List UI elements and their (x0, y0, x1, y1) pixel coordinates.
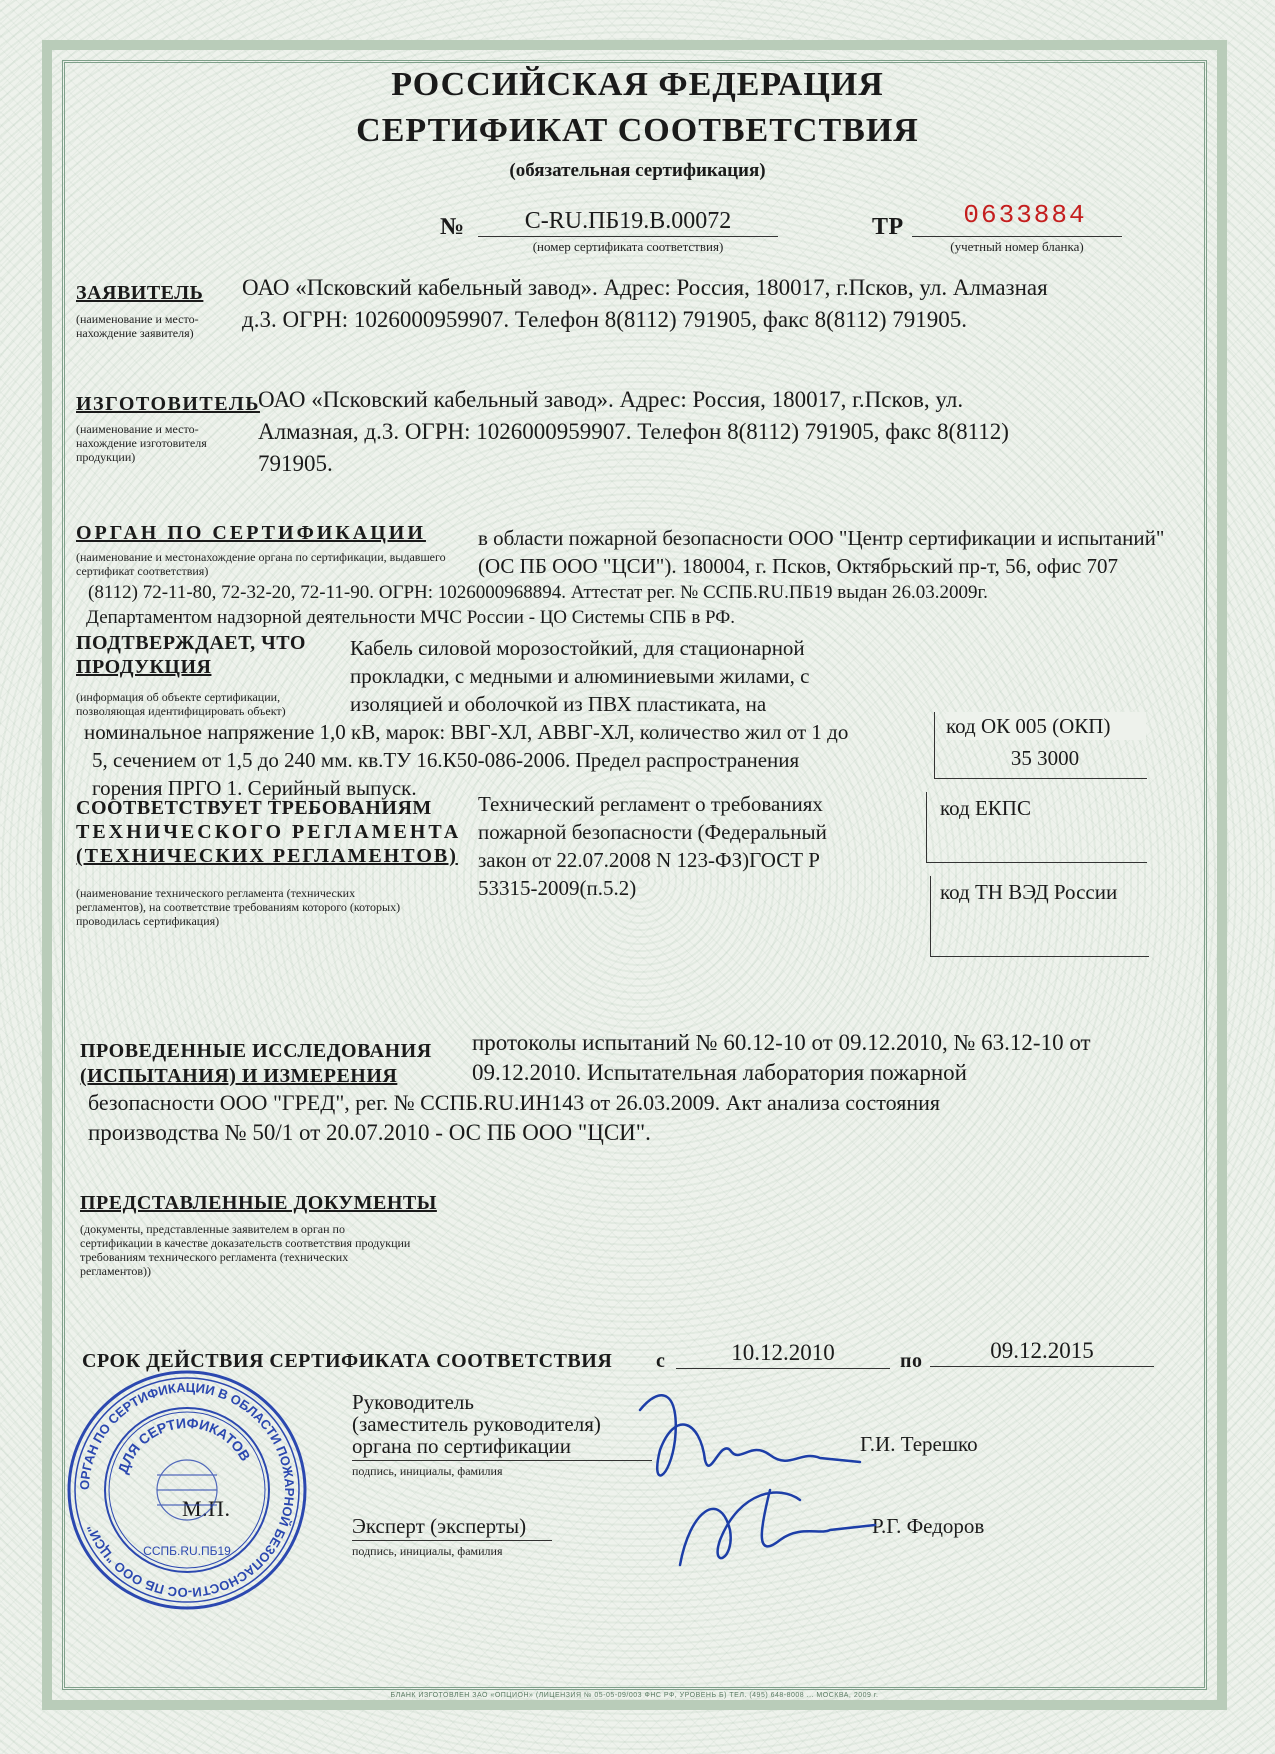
tests-line-4: производства № 50/1 от 20.07.2010 - ОС ПБ ООО "ЦСИ". (88, 1120, 651, 1145)
blank-number: 0633884 (963, 200, 1087, 230)
regulations-line-2: пожарной безопасности (Федеральный (478, 820, 827, 844)
head-label-1: Руководитель (352, 1390, 474, 1414)
head-name: Г.И. Терешко (860, 1432, 978, 1456)
product-line-6: горения ПРГО 1. Серийный выпуск. (92, 776, 417, 800)
product-caption: (информация об объекте сертификации, позволяющая идентифицировать объект) (76, 690, 286, 718)
expert-signature-image (660, 1470, 890, 1580)
footer-microtext: БЛАНК ИЗГОТОВЛЕН ЗАО «ОПЦИОН» (ЛИЦЕНЗИЯ № 05-05-09/003 ФНС РФ, УРОВЕНЬ Б) ТЕЛ. (495) 648-8008 ... МОСКВА, 2009 г. (390, 1692, 879, 1699)
manufacturer-caption: (наименование и место-нахождение изготовителя продукции) (76, 422, 207, 464)
regulations-label-1: СООТВЕТСТВУЕТ ТРЕБОВАНИЯМ (76, 797, 432, 819)
tests-label-2: (ИСПЫТАНИЯ) И ИЗМЕРЕНИЯ (80, 1065, 398, 1087)
head-signature-caption: подпись, инициалы, фамилия (352, 1464, 503, 1478)
head-label-2: (заместитель руководителя) (352, 1412, 601, 1436)
country-title: РОССИЙСКАЯ ФЕДЕРАЦИЯ (391, 66, 884, 103)
tnved-label: код ТН ВЭД России (940, 880, 1118, 904)
certification-body-label: ОРГАН ПО СЕРТИФИКАЦИИ (76, 522, 426, 544)
validity-from-date: 10.12.2010 (731, 1340, 835, 1365)
product-label-2: ПРОДУКЦИЯ (76, 656, 212, 678)
certification-body-line-4: Департаментом надзорной деятельности МЧС России - ЦО Системы СПБ в РФ. (86, 607, 736, 628)
certification-body-line-1: в области пожарной безопасности ООО "Центр сертификации и испытаний" (478, 526, 1165, 550)
product-line-5: 5, сечением от 1,5 до 240 мм. кв.ТУ 16.К50-086-2006. Предел распространения (92, 748, 800, 772)
okp-value: 35 3000 (1010, 746, 1080, 770)
certification-body-line-2: (ОС ПБ ООО "ЦСИ"). 180004, г. Псков, Октябрьский пр-т, 56, офис 707 (478, 554, 1119, 578)
expert-label: Эксперт (эксперты) (352, 1514, 527, 1538)
documents-label: ПРЕДСТАВЛЕННЫЕ ДОКУМЕНТЫ (80, 1192, 437, 1214)
certificate-title: СЕРТИФИКАТ СООТВЕТСТВИЯ (356, 112, 919, 149)
applicant-line-1: ОАО «Псковский кабельный завод». Адрес: Россия, 180017, г.Псков, ул. Алмазная (242, 275, 1048, 300)
product-line-3: изоляцией и оболочкой из ПВХ пластиката, на (350, 692, 767, 716)
expert-name: Р.Г. Федоров (872, 1514, 985, 1538)
certification-stamp (62, 1365, 312, 1615)
okp-label: код ОК 005 (ОКП) (946, 712, 1146, 740)
manufacturer-line-1: ОАО «Псковский кабельный завод». Адрес: Россия, 180017, г.Псков, ул. (258, 387, 964, 412)
tests-line-1: протоколы испытаний № 60.12-10 от 09.12.2010, № 63.12-10 от (472, 1030, 1091, 1055)
product-line-4: номинальное напряжение 1,0 кВ, марок: ВВГ-ХЛ, АВВГ-ХЛ, количество жил от 1 до (84, 720, 849, 744)
applicant-label: ЗАЯВИТЕЛЬ (76, 282, 204, 304)
regulations-label-2: ТЕХНИЧЕСКОГО РЕГЛАМЕНТА (76, 821, 462, 843)
validity-to-date: 09.12.2015 (990, 1338, 1094, 1363)
expert-signature-caption: подпись, инициалы, фамилия (352, 1544, 503, 1558)
applicant-line-2: д.3. ОГРН: 1026000959907. Телефон 8(8112) 791905, факс 8(8112) 791905. (242, 307, 968, 332)
regulations-line-1: Технический регламент о требованиях (478, 792, 823, 816)
tests-line-3: безопасности ООО "ГРЕД", рег. № ССПБ.RU.ИН143 от 26.03.2009. Акт анализа состояния (88, 1090, 940, 1115)
svg-text:ДЛЯ СЕРТИФИКАТОВ (114, 1415, 253, 1476)
manufacturer-line-3: 791905. (258, 451, 333, 476)
tr-label: ТР (872, 214, 904, 240)
manufacturer-label: ИЗГОТОВИТЕЛЬ (76, 393, 260, 415)
regulations-caption: (наименование технического регламента (технических регламентов), на соответствие требованиям которого (которых) проводилась сертификация) (76, 886, 401, 928)
blank-number-caption: (учетный номер бланка) (950, 239, 1084, 254)
head-label-3: органа по сертификации (352, 1434, 572, 1458)
stamp-inner-text: ДЛЯ СЕРТИФИКАТОВ (114, 1414, 254, 1476)
certificate-subtitle: (обязательная сертификация) (509, 160, 766, 181)
certificate-number-caption: (номер сертификата соответствия) (532, 239, 724, 254)
regulations-label-3: (ТЕХНИЧЕСКИХ РЕГЛАМЕНТОВ) (76, 845, 458, 867)
stamp-reg: ССПБ.RU.ПБ19 (143, 1544, 231, 1558)
certification-body-line-3: (8112) 72-11-80, 72-32-20, 72-11-90. ОГРН: 1026000968894. Аттестат рег. № ССПБ.RU.ПБ19 выдан 26.03.2009г. (88, 582, 988, 603)
validity-label: СРОК ДЕЙСТВИЯ СЕРТИФИКАТА СООТВЕТСТВИЯ (82, 1350, 613, 1372)
tests-label-1: ПРОВЕДЕННЫЕ ИССЛЕДОВАНИЯ (80, 1040, 432, 1062)
number-label: № (440, 214, 465, 240)
product-line-2: прокладки, с медными и алюминиевыми жилами, с (350, 664, 810, 688)
regulations-line-4: 53315-2009(п.5.2) (478, 876, 637, 900)
certificate-number: C-RU.ПБ19.B.00072 (524, 208, 732, 234)
mp-label: М.П. (182, 1496, 231, 1521)
regulations-line-3: закон от 22.07.2008 N 123-ФЗ)ГОСТ Р (478, 848, 820, 872)
product-label-1: ПОДТВЕРЖДАЕТ, ЧТО (76, 632, 306, 654)
documents-caption: (документы, представленные заявителем в орган по сертификации в качестве доказательств соответствия продукции требованиям технического регламента (технических регламентов)) (80, 1222, 411, 1278)
product-line-1: Кабель силовой морозостойкий, для стационарной (350, 636, 805, 660)
validity-to-label: по (900, 1350, 923, 1372)
tests-line-2: 09.12.2010. Испытательная лаборатория пожарной (472, 1060, 967, 1085)
certification-body-caption: (наименование и местонахождение органа по сертификации, выдавшего сертификат соответствия) (76, 550, 446, 578)
stamp-ring-text: ОРГАН ПО СЕРТИФИКАЦИИ В ОБЛАСТИ ПОЖАРНОЙ БЕЗОПАСНОСТИ-ОС ПБ ООО "ЦСИ" (76, 1379, 298, 1601)
applicant-caption: (наименование и место-нахождение заявителя) (76, 312, 199, 340)
ekps-label: код ЕКПС (940, 796, 1031, 820)
manufacturer-line-2: Алмазная, д.3. ОГРН: 1026000959907. Телефон 8(8112) 791905, факс 8(8112) (258, 419, 1009, 444)
validity-from-label: с (656, 1350, 666, 1372)
